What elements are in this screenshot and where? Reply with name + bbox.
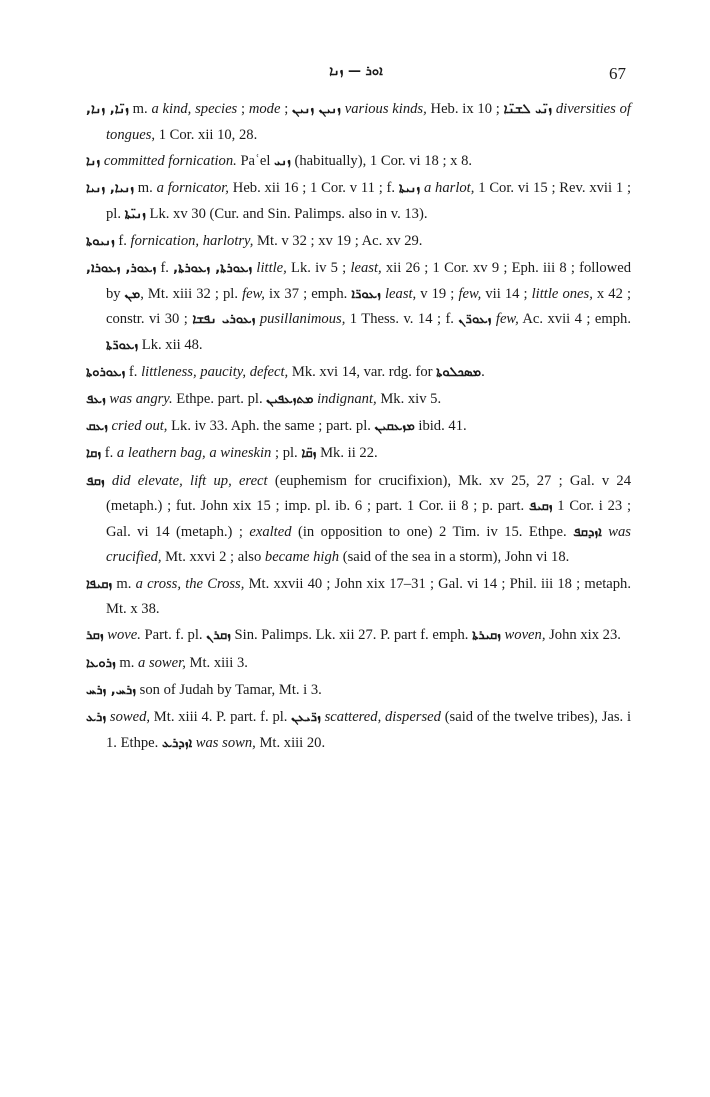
syriac-word: ܙܢܝܘܬܐ (86, 233, 115, 249)
gloss-text: did elevate, lift up, erect (111, 472, 268, 489)
reference-text: ix 37 ; emph. (264, 285, 352, 302)
reference-text: Heb. xii 16 ; 1 Cor. v 11 ; f. (228, 179, 399, 196)
gloss-text: few, (458, 285, 482, 302)
syriac-word: ܙܥܘܪܬܐ, ܙܥܘܪܬܐ, (173, 260, 253, 276)
syriac-word: ܐܙܕܩܦ (573, 524, 602, 540)
syriac-word: ܙܢܐ (86, 153, 101, 169)
syriac-word: ܙܢ̈ܐ, ܙܢܐ, (86, 102, 129, 117)
gloss-text: cried out, (111, 418, 168, 435)
reference-text: 1 Cor. vi 15 ; Rev. xvii 1 ; pl. (106, 179, 632, 222)
reference-text: ibid. 41. (414, 418, 467, 435)
syriac-word: ܙܥܦ (86, 392, 106, 408)
syriac-word: ܙܥܘܪ̈ܐ (351, 286, 381, 302)
gloss-text: a harlot, (423, 179, 475, 196)
syriac-word: ܙܩܝܦ (528, 499, 553, 515)
running-head-words: ܐܘܪ — ܙܢܐ (329, 64, 383, 79)
reference-text: Lk. xii 48. (138, 336, 203, 353)
reference-text: f. (125, 363, 142, 380)
reference-text: f. (101, 445, 117, 462)
reference-text: Lk. iv 5 ; (286, 259, 351, 276)
syriac-word: ܙܪܥ (86, 709, 107, 725)
syriac-word: ܙܪ̈ܝܥܢ (291, 709, 321, 725)
reference-text: Heb. ix 10 ; (426, 101, 504, 117)
dictionary-entry (86, 469, 631, 570)
gloss-text: little, (256, 259, 287, 276)
reference-text: Mk. xiv 5. (376, 391, 442, 408)
reference-text: Mt. xiii 3. (185, 654, 248, 671)
dictionary-entry (86, 97, 631, 147)
syriac-word: ܙܥܘܪܘܬܐ (86, 364, 126, 380)
syriac-word: ܙܩܐ (86, 446, 102, 462)
reference-text: (habitually), 1 Cor. vi 18 ; x 8. (290, 152, 473, 169)
dictionary-entry (86, 149, 631, 175)
reference-text: Mt. xiii 4. P. part. f. pl. (150, 708, 292, 725)
syriac-word: ܙܢܝ̈ܬܐ (124, 206, 146, 222)
gloss-text: was sown, (195, 734, 256, 751)
dictionary-entry (86, 229, 631, 255)
dictionary-entry (86, 176, 631, 227)
page-number: 67 (609, 64, 626, 83)
dictionary-entry (86, 256, 631, 358)
dictionary-entry (86, 360, 631, 386)
reference-text: Mk. xvi 14, var. rdg. for (288, 363, 437, 380)
gloss-text: was crucified, (106, 523, 631, 566)
gloss-text: committed fornication. (103, 152, 237, 169)
reference-text: ; (280, 101, 293, 117)
gloss-text: few, (495, 311, 519, 328)
gloss-text: became high (264, 549, 340, 566)
gloss-text: sowed, (109, 708, 151, 725)
gloss-text: scattered, dispersed (324, 708, 441, 725)
reference-text: f. (156, 259, 174, 276)
syriac-word: ܙܥܩ (86, 419, 108, 435)
reference-text: m. (112, 575, 136, 592)
gloss-text: diversities of tongues, (106, 101, 631, 143)
reference-text: Lk. xv 30 (Cur. and Sin. Palimps. also in v. 13). (145, 205, 428, 222)
syriac-word: ܙܢܝܐ, ܙܢܝܐ (86, 180, 134, 196)
reference-text: ; pl. (271, 445, 302, 462)
gloss-text: fornication, harlotry, (130, 232, 254, 249)
reference-text: x 42 ; constr. vi 30 ; (106, 285, 631, 328)
gloss-text: wove. (107, 627, 141, 644)
reference-text: Ac. xvii 4 ; emph. (518, 311, 631, 328)
syriac-word: ܙܩܪ (86, 628, 104, 644)
gloss-text: exalted (249, 523, 292, 540)
syriac-word: ܐܙܕܪܥ (161, 735, 193, 751)
syriac-word: ܙܪܚ, ܙܪܚ (86, 682, 137, 698)
dictionary-entry (86, 705, 631, 756)
reference-text: , Mt. xiii 32 ; pl. (140, 285, 243, 302)
syriac-word: ܙܢܝܬܐ (398, 180, 421, 196)
reference-text: (said of the sea in a storm), John vi 18. (339, 549, 570, 566)
dictionary-entry (86, 651, 631, 677)
syriac-word: ܙܩܦ (86, 473, 105, 489)
syriac-word: ܙܥܘܪ̈ܬܐ (106, 337, 139, 353)
reference-text: Mk. ii 22. (316, 445, 378, 462)
dictionary-entry (86, 387, 631, 413)
syriac-word: ܙܥܘܪ̈ܢ (458, 312, 492, 328)
gloss-text: indignant, (317, 391, 377, 408)
entry-list (86, 97, 631, 758)
syriac-word: ܡܬܙܥܦܝܢ (266, 392, 314, 408)
dictionary-entry (86, 572, 631, 622)
gloss-text: various kinds, (344, 101, 427, 117)
gloss-text: littleness, paucity, defect, (141, 363, 289, 380)
reference-text: Part. f. pl. (140, 627, 207, 644)
dictionary-entry (86, 441, 631, 467)
reference-text: Mt. xxvii 40 ; John xix 17–31 ; Gal. vi 14 ; Phil. iii 18 ; metaph. Mt. x 38. (106, 575, 632, 618)
syriac-word: ܙܢ̈ܝ ܠܫܢ̈ܐ (503, 102, 553, 117)
running-header (86, 62, 626, 90)
reference-text: John xix 23. (545, 627, 621, 644)
reference-text: 1 Cor. i 23 ; Gal. vi 14 (metaph.) ; (106, 498, 632, 540)
reference-text: (euphemism for crucifixion), Mk. xv 25, 27 ; Gal. v 24 (metaph.) ; fut. John xix 15 ; imp. pl. ib. 6 ; part. 1 Cor. ii 8 ; p. part. (106, 472, 631, 515)
syriac-word: ܡܣܟܠܘܬܐ (436, 364, 482, 380)
syriac-word: ܙܢܝ (274, 153, 291, 169)
reference-text: m. (115, 654, 139, 671)
reference-text: . (481, 363, 485, 380)
reference-text: Lk. iv 33. Aph. the same ; part. pl. (167, 418, 375, 435)
gloss-text: a fornicator, (156, 179, 229, 196)
syriac-word: ܙܩܝܦܐ (86, 576, 113, 592)
reference-text: xii 26 ; 1 Cor. xv 9 ; Eph. iii 8 ; followed by (106, 259, 631, 302)
syriac-word: ܙܩ̈ܐ (301, 446, 317, 462)
gloss-text: least, (350, 259, 382, 276)
reference-text: f. (114, 232, 131, 249)
reference-text: Sin. Palimps. Lk. xii 27. P. part f. emph. (230, 627, 473, 644)
dictionary-entry (86, 414, 631, 440)
syriac-word: ܙܥܘܪܝ ܢܦܫܐ (192, 312, 256, 328)
syriac-word: ܙܩܪܢ (206, 628, 231, 644)
gloss-text: a sower, (138, 654, 186, 671)
syriac-word: ܙܥܘܪ, ܙܥܘܪܐ, (86, 260, 157, 276)
syriac-word: ܙܪܘܥܐ (86, 655, 116, 671)
reference-text: (in opposition to one) 2 Tim. iv 15. Ethpe. (291, 523, 574, 540)
gloss-text: few, (242, 285, 265, 302)
gloss-text: a kind, species (151, 101, 238, 117)
gloss-text: little ones, (531, 285, 593, 302)
reference-text: Mt. v 32 ; xv 19 ; Ac. xv 29. (253, 232, 423, 249)
reference-text: 1 Cor. xii 10, 28. (155, 126, 258, 143)
reference-text: Paʿel (236, 152, 275, 169)
reference-text: son of Judah by Tamar, Mt. i 3. (136, 681, 322, 698)
reference-text: 1 Thess. v. 14 ; f. (345, 311, 459, 328)
gloss-text: a leathern bag, a wineskin (116, 445, 272, 462)
gloss-text: pusillanimous, (259, 311, 346, 328)
reference-text: Mt. xiii 20. (255, 734, 326, 751)
reference-text: vii 14 ; (481, 285, 532, 302)
syriac-word: ܙܩܝܪܬܐ (472, 628, 501, 644)
reference-text: Ethpe. part. pl. (172, 391, 267, 408)
reference-text: m. (133, 179, 157, 196)
gloss-text: least, (384, 285, 417, 302)
gloss-text: woven, (504, 627, 546, 644)
syriac-word: ܙܢܝܢ ܙܢܝܢ (292, 102, 341, 117)
reference-text: (said of the twelve tribes), Jas. i 1. Ethpe. (106, 708, 632, 751)
syriac-word: ܡܙܥܩܝܢ (374, 419, 415, 435)
dictionary-entry (86, 678, 631, 704)
dictionary-entry (86, 623, 631, 649)
syriac-word: ܡܢ (124, 286, 141, 302)
gloss-text: a cross, the Cross, (135, 575, 245, 592)
reference-text (105, 473, 112, 489)
gloss-text: mode (248, 101, 281, 117)
reference-text: v 19 ; (416, 285, 459, 302)
gloss-text: was angry. (109, 391, 173, 408)
reference-text: ; (237, 101, 249, 117)
reference-text: Mt. xxvi 2 ; also (161, 549, 265, 566)
reference-text: m. (128, 101, 152, 117)
